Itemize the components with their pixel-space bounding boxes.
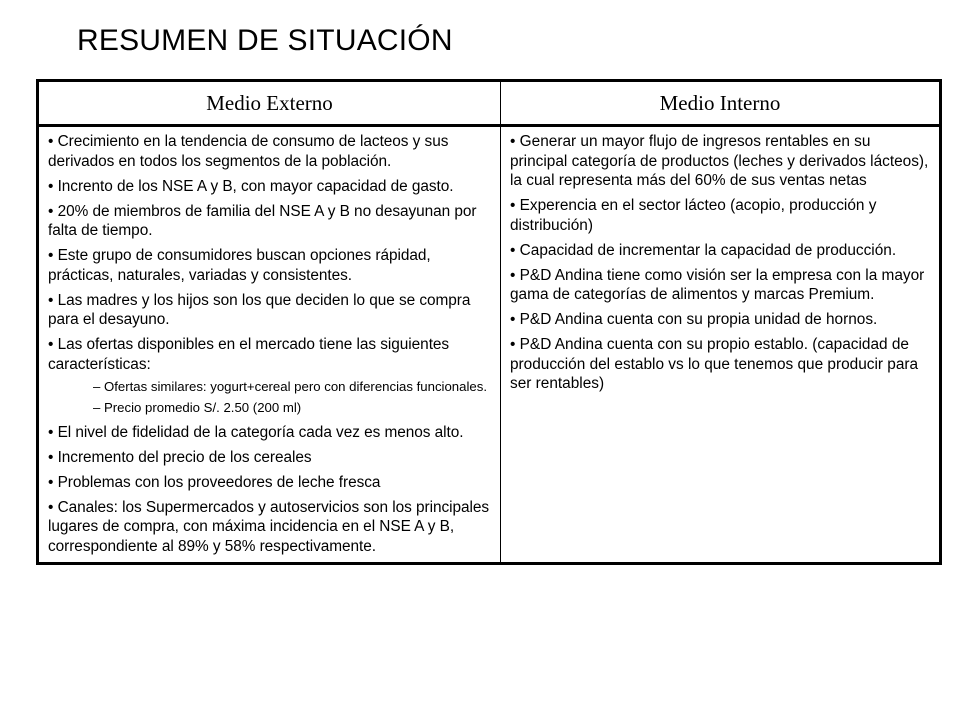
internal-list-item: • P&D Andina cuenta con su propia unidad de hornos. — [510, 311, 878, 328]
external-list-item: • Este grupo de consumidores buscan opciones rápidad, prácticas, naturales, variadas y consistentes. — [48, 247, 431, 284]
external-list-item: • Problemas con los proveedores de leche fresca — [48, 473, 381, 491]
external-list-item: • El nivel de fidelidad de la categoría cada vez es menos alto. — [48, 423, 464, 441]
external-list-item: • Canales: los Supermercados y autoservicios son los principales lugares de compra, con máxima incidencia en el NSE A y B, correspondiente al 89% y 58% respectivamente. — [48, 498, 490, 555]
summary-table — [36, 79, 942, 565]
external-list — [48, 132, 492, 556]
internal-list — [510, 132, 931, 394]
external-sub-item: – Ofertas similares: yogurt+cereal pero con diferencias funcionales. — [93, 378, 487, 394]
external-list-item: • 20% de miembros de familia del NSE A y B no desayunan por falta de tiempo. — [48, 202, 477, 239]
external-list-item: • Incrento de los NSE A y B, con mayor capacidad de gasto. — [48, 177, 454, 195]
external-cell — [38, 126, 501, 564]
internal-list-item: • P&D Andina tiene como visión ser la empresa con la mayor gama de categorías de alimentos y marcas Premium. — [510, 266, 925, 303]
internal-list-item: • Capacidad de incrementar la capacidad de producción. — [510, 241, 897, 259]
header-external: Medio Externo — [38, 81, 501, 126]
content-row — [38, 126, 941, 564]
internal-cell — [501, 126, 941, 564]
external-list-item: • Incremento del precio de los cereales — [48, 448, 312, 466]
external-list-item: • Crecimiento en la tendencia de consumo de lacteos y sus derivados en todos los segmentos de la población. — [48, 133, 449, 170]
external-list-item: • Las madres y los hijos son los que deciden lo que se compra para el desayuno. — [48, 291, 471, 328]
external-sub-item: – Precio promedio S/. 2.50 (200 ml) — [93, 400, 302, 415]
internal-list-item: • P&D Andina cuenta con su propio establo. (capacidad de producción del establo vs lo que tenemos que producir para ser rentables) — [510, 336, 919, 392]
header-internal: Medio Interno — [501, 81, 941, 126]
internal-list-item: • Generar un mayor flujo de ingresos rentables en su principal categoría de productos (leches y derivados lácteos), la cual representa más del 60% de sus ventas netas — [510, 133, 929, 189]
external-list-item: • Las ofertas disponibles en el mercado tiene las siguientes características: — [48, 336, 450, 373]
internal-list-item: • Experencia en el sector lácteo (acopio, producción y distribución) — [510, 197, 877, 234]
page-title: RESUMEN DE SITUACIÓN — [77, 24, 453, 57]
header-row — [38, 81, 941, 126]
